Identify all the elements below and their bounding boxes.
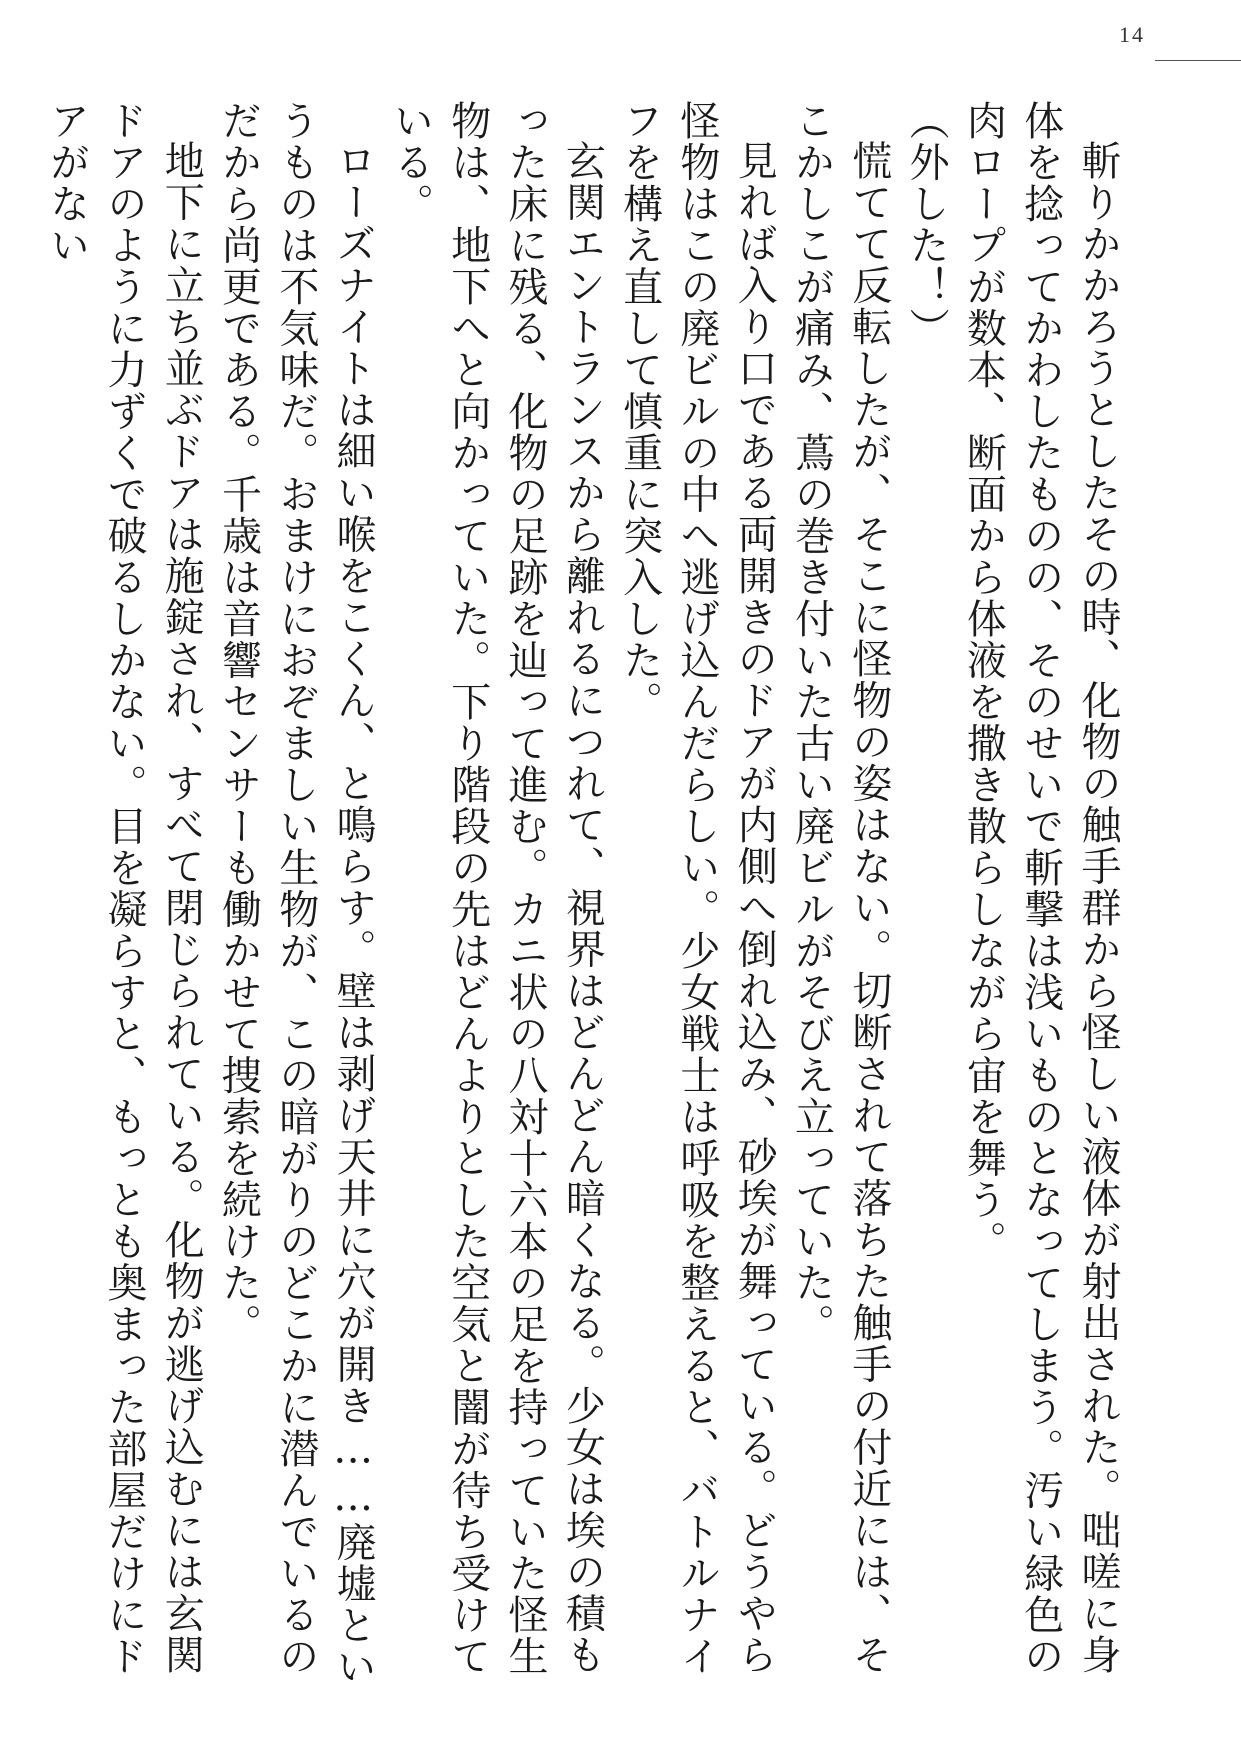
- paragraph: （外した！）: [903, 100, 950, 349]
- page-number: 14: [1119, 22, 1145, 47]
- paragraph: ローズナイトは細い喉をこくん、と鳴らす。壁は剥げ天井に穴が開き……廃墟というものは不気味だ。おまけにおぞましい生物が、この暗がりのどこかに潜んでいるのだから尚更である。千歳は音響センサーも働かせて捜索を続けた。: [215, 100, 377, 1688]
- vertical-text-body: [43, 100, 1126, 1710]
- paragraph: 斬りかかろうとしたその時、化物の触手群から怪しい液体が射出された。咄嗟に身体を捻ってかわしたものの、そのせいで斬撃は浅いものとなってしまう。汚い緑色の肉ロープが数本、断面から体液を撒き散らしながら宙を舞う。: [960, 100, 1121, 1677]
- paragraph: 慌てて反転したが、そこに怪物の姿はない。切断されて落ちた触手の付近には、そこかしこが痛み、蔦の巻き付いた古い廃ビルがそびえ立っていた。: [788, 100, 892, 1676]
- paragraph: 地下に立ち並ぶドアは施錠され、すべて閉じられている。化物が逃げ込むには玄関ドアのように力ずくで破るしかない。目を凝らすと、もっとも奥まった部屋だけにドアがない: [43, 100, 205, 1677]
- paragraph: 玄関エントランスから離れるにつれて、視界はどんどん暗くなる。少女は埃の積もった床に残る、化物の足跡を辿って進む。カニ状の八対十六本の足を持っていた怪生物は、地下へと向かっていた。下り階段の先はどんよりとした空気と闇が待ち受けている。: [387, 100, 606, 1677]
- paragraph: 見れば入り口である両開きのドアが内側へ倒れ込み、砂埃が舞っている。どうやら怪物はこの廃ビルの中へ逃げ込んだらしい。少女戦士は呼吸を整えると、バトルナイフを構え直して慎重に突入した。: [616, 100, 778, 1677]
- page-number-rule: [1155, 60, 1241, 61]
